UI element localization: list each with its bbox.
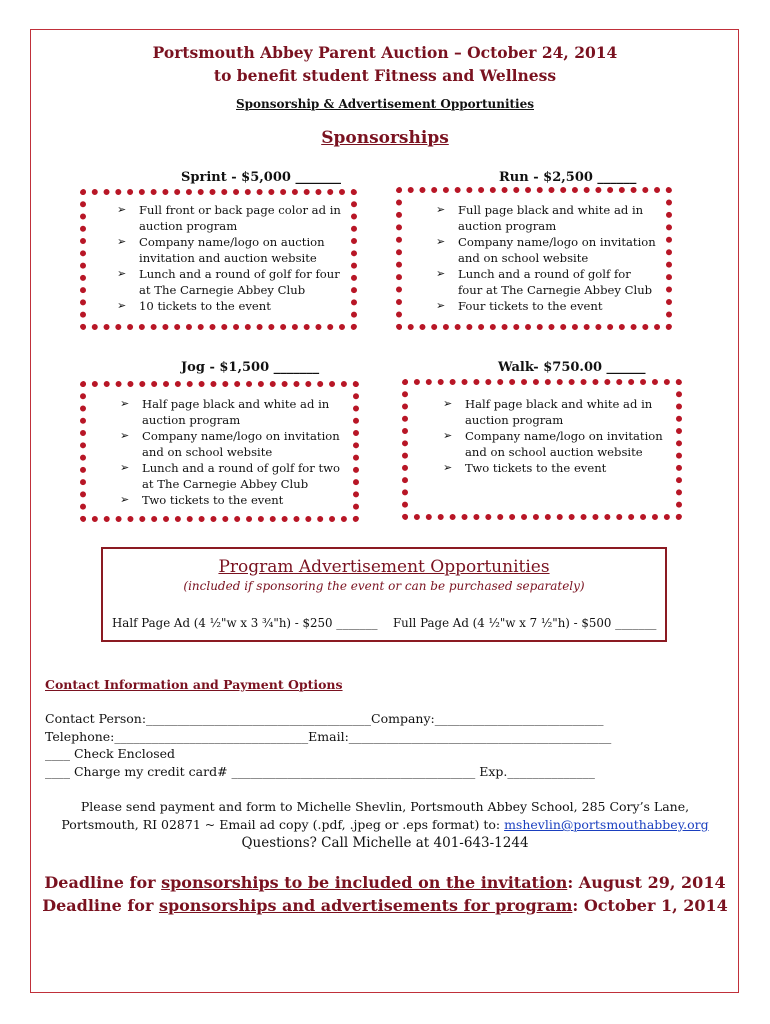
deadline-2-prefix: Deadline for (42, 896, 159, 915)
tier-benefits-walk (443, 396, 671, 476)
deadline-2-underlined: sponsorships and advertisements for program (158, 896, 573, 915)
email-link[interactable]: mshevlin@portsmouthabbey.org (504, 817, 709, 832)
benefit-item: ➢ Company name/logo on auction invitation and auction website (117, 234, 345, 266)
benefit-item: ➢ Full page black and white ad in auction program (436, 202, 658, 234)
benefit-item: ➢ Half page black and white ad in auction program (120, 396, 348, 428)
benefit-item: ➢ 10 tickets to the event (117, 298, 345, 314)
full-page-ad-option: Full Page Ad (4 ½"w x 7 ½"h) - $500 _______ (393, 616, 657, 630)
tier-benefits-sprint (117, 202, 345, 314)
benefit-item: ➢ Two tickets to the event (443, 460, 671, 476)
questions-line: Questions? Call Michelle at 401-643-1244 (241, 835, 529, 851)
telephone-email-line: Telephone:_______________________________Email:__________________________________________ (45, 729, 612, 744)
email-instructions: Portsmouth, RI 02871 ~ Email ad copy (.pdf, .jpeg or .eps format) to: (61, 817, 505, 832)
deadline-invitation (0, 873, 770, 892)
payment-instructions-line-1: Please send payment and form to Michelle Shevlin, Portsmouth Abbey School, 285 Cory’s Lane, (80, 799, 690, 814)
benefit-item: ➢ Two tickets to the event (120, 492, 348, 508)
deadline-1-prefix: Deadline for (44, 873, 162, 892)
deadline-1-date: : August 29, 2014 (567, 873, 726, 892)
half-page-ad-option: Half Page Ad (4 ½"w x 3 ¾"h) - $250 _______ (112, 616, 378, 630)
benefit-item: ➢ Lunch and a round of golf for four at The Carnegie Abbey Club (117, 266, 345, 298)
deadline-2-date: : October 1, 2014 (572, 896, 728, 915)
tier-title-jog: Jog - $1,500 _______ (181, 360, 320, 375)
tier-benefits-run (436, 202, 658, 314)
deadline-1-underlined: sponsorships to be included on the invitation (161, 873, 568, 892)
page-title-line-2: to benefit student Fitness and Wellness (213, 66, 557, 85)
advertisement-heading: Program Advertisement Opportunities (218, 557, 550, 577)
contact-person-company-line: Contact Person:____________________________________Company:___________________________ (45, 711, 604, 726)
benefit-item: ➢ Lunch and a round of golf for two at The Carnegie Abbey Club (120, 460, 348, 492)
page-title-line-1: Portsmouth Abbey Parent Auction – October 24, 2014 (152, 43, 618, 62)
benefit-item: ➢ Company name/logo on invitation and on school auction website (443, 428, 671, 460)
tier-title-run: Run - $2,500 ______ (499, 170, 637, 185)
benefit-item: ➢ Half page black and white ad in auction program (443, 396, 671, 428)
advertisement-note: (included if sponsoring the event or can be purchased separately) (183, 579, 585, 593)
credit-card-line: ____ Charge my credit card# _______________________________________ Exp.______________ (45, 764, 595, 779)
deadline-program (0, 896, 770, 915)
contact-heading: Contact Information and Payment Options (45, 677, 343, 692)
benefit-item: ➢ Company name/logo on invitation and on school website (436, 234, 658, 266)
check-enclosed-line: ____ Check Enclosed (45, 746, 176, 761)
benefit-item: ➢ Company name/logo on invitation and on school website (120, 428, 348, 460)
page-subtitle: Sponsorship & Advertisement Opportunities (236, 97, 534, 111)
benefit-item: ➢ Full front or back page color ad in auction program (117, 202, 345, 234)
payment-instructions-line-2 (0, 817, 770, 832)
benefit-item: ➢ Lunch and a round of golf for four at The Carnegie Abbey Club (436, 266, 658, 298)
tier-title-walk: Walk- $750.00 ______ (498, 360, 646, 375)
benefit-item: ➢ Four tickets to the event (436, 298, 658, 314)
sponsorships-heading: Sponsorships (321, 128, 449, 148)
tier-title-sprint: Sprint - $5,000 _______ (181, 170, 341, 185)
tier-benefits-jog (120, 396, 348, 508)
